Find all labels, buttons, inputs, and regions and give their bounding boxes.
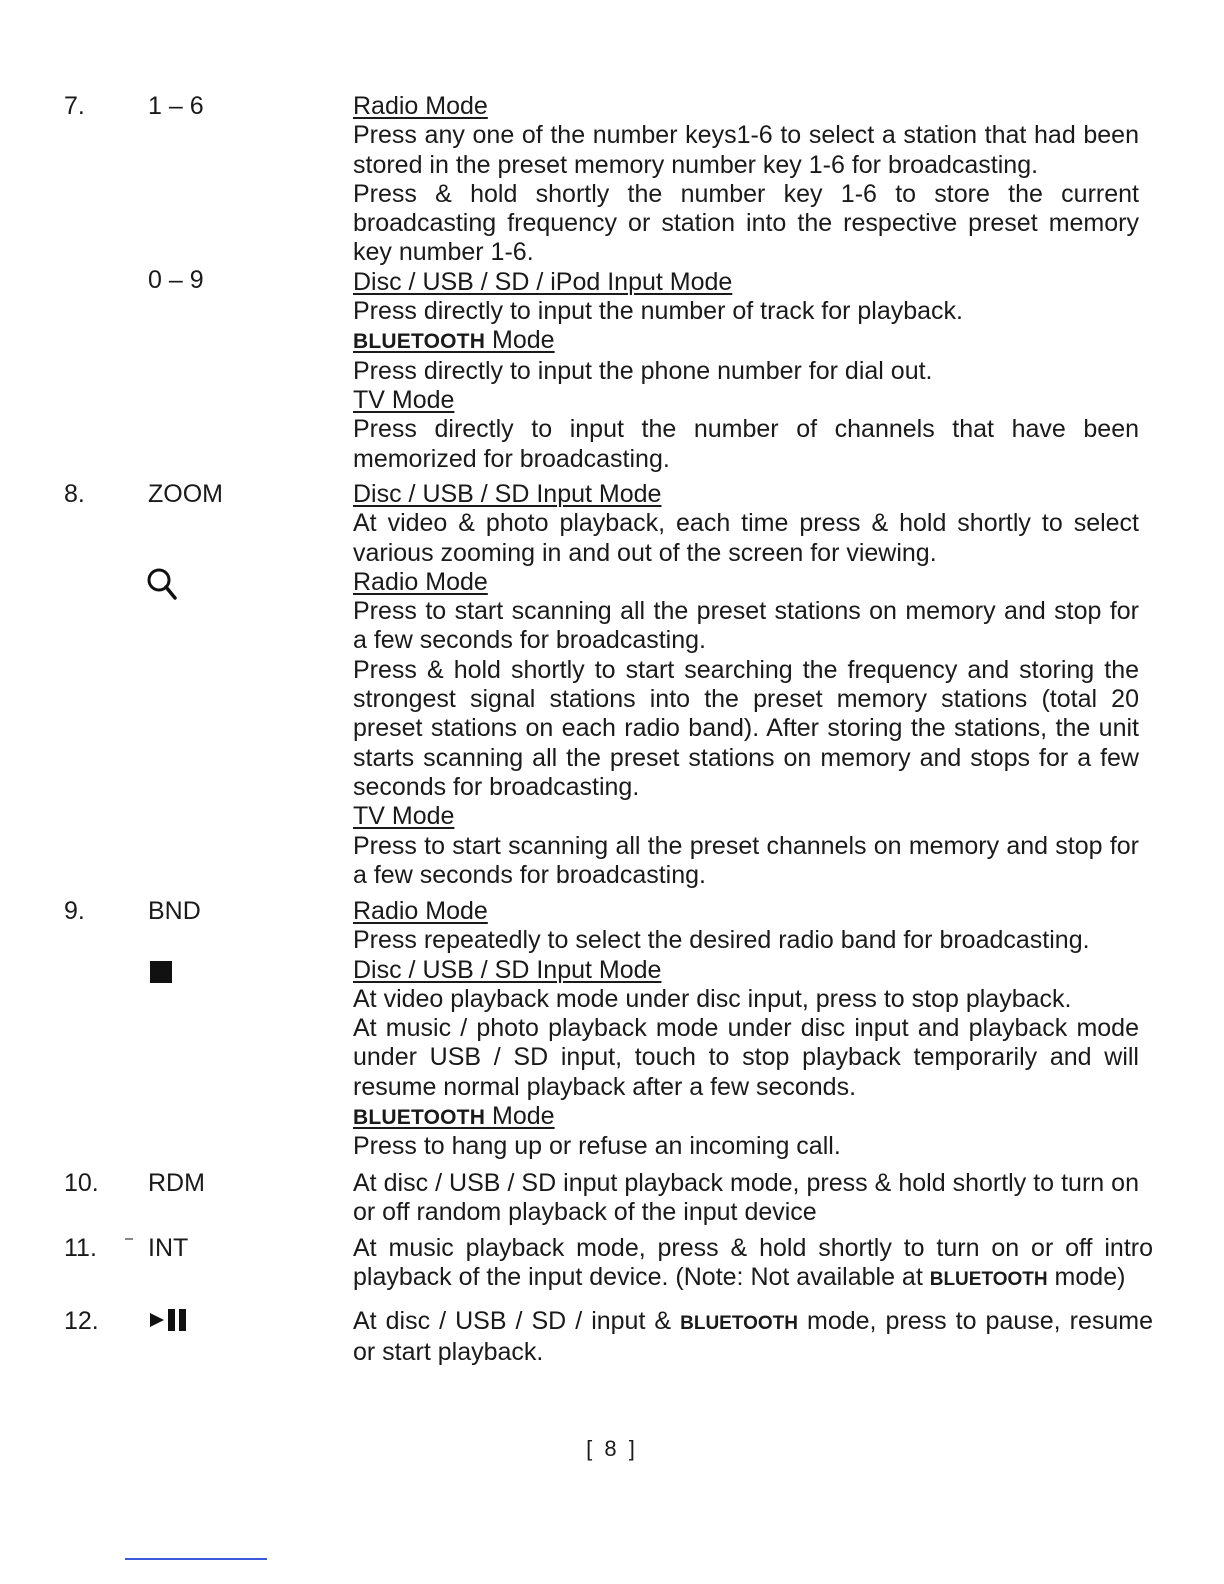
item-number: 9.: [64, 897, 85, 925]
paragraph: Press to hang up or refuse an incoming call.: [353, 1132, 841, 1161]
item-number: 7.: [64, 92, 85, 120]
paragraph: Press directly to input the phone number for dial out.: [353, 356, 933, 385]
paragraph: At music / photo playback mode under disc input and playback mode under USB / SD input, touch to stop playback temporarily and will resume normal playback after a few seconds.: [353, 1014, 1139, 1101]
magnifier-icon: [145, 566, 179, 607]
section-heading: Disc / USB / SD Input Mode: [353, 955, 662, 984]
section-heading: Disc / USB / SD / iPod Input Mode: [353, 267, 733, 296]
paragraph: Press any one of the number keys1-6 to select a station that had been stored in the preset memory number key 1-6 for broadcasting.: [353, 121, 1139, 179]
paragraph: Press directly to input the number of channels that have been memorized for broadcasting.: [353, 415, 1139, 473]
section-heading: Disc / USB / SD Input Mode: [353, 480, 662, 508]
item-number: 11.: [64, 1234, 97, 1262]
paragraph: At disc / USB / SD / input & BLUETOOTH mode, press to pause, resume or start playback.: [353, 1307, 1153, 1367]
section-heading: TV Mode: [353, 385, 455, 414]
paragraph: At video & photo playback, each time press & hold shortly to select various zooming in and out of the screen for viewing.: [353, 509, 1139, 567]
item-number: 10.: [64, 1169, 99, 1197]
item-description: [353, 1169, 1139, 1228]
footnote-rule: [125, 1558, 267, 1560]
section-heading: BLUETOOTH Mode: [353, 1102, 555, 1131]
section-heading: TV Mode: [353, 802, 455, 831]
key-label: RDM: [148, 1169, 205, 1197]
paragraph: Press directly to input the number of track for playback.: [353, 297, 963, 326]
item-description: [353, 92, 1139, 474]
key-label: 1 – 6: [148, 92, 204, 120]
item-description: [353, 1307, 1153, 1368]
stop-icon: [150, 961, 172, 983]
paragraph: Press repeatedly to select the desired radio band for broadcasting.: [353, 926, 1090, 955]
play-pause-icon: [150, 1307, 196, 1338]
section-heading: Radio Mode: [353, 567, 488, 596]
paragraph: At disc / USB / SD input playback mode, press & hold shortly to turn on or off random playback of the input device: [353, 1169, 1139, 1227]
key-label: 0 – 9: [148, 266, 204, 294]
section-heading: BLUETOOTH Mode: [353, 326, 555, 355]
key-label: INT: [148, 1234, 189, 1262]
item-description: [353, 480, 1139, 890]
item-number: 8.: [64, 480, 85, 508]
paragraph: At music playback mode, press & hold shortly to turn on or off intro playback of the input device. (Note: Not available at BLUETOOTH mode): [353, 1234, 1153, 1292]
item-description: [353, 1234, 1153, 1295]
item-description: [353, 897, 1139, 1162]
section-heading: Radio Mode: [353, 92, 488, 120]
key-label: BND: [148, 897, 201, 925]
scan-mark: [125, 1238, 133, 1240]
paragraph: Press & hold shortly to start searching the frequency and storing the strongest signal stations into the preset memory stations (total 20 preset stations on each radio band). After storing the stations, the unit starts scanning all the preset stations on memory and stops for a few seconds for broadcasting.: [353, 655, 1139, 801]
page-number: [ 8 ]: [586, 1436, 638, 1461]
paragraph: Press to start scanning all the preset stations on memory and stop for a few seconds for broadcasting.: [353, 597, 1139, 655]
paragraph: Press & hold shortly the number key 1-6 to store the current broadcasting frequency or station into the respective preset memory key number 1-6.: [353, 179, 1139, 267]
paragraph: Press to start scanning all the preset channels on memory and stop for a few seconds for broadcasting.: [353, 831, 1139, 889]
section-heading: Radio Mode: [353, 897, 488, 925]
key-label: ZOOM: [148, 480, 223, 508]
paragraph: At video playback mode under disc input, press to stop playback.: [353, 984, 1072, 1013]
item-number: 12.: [64, 1307, 99, 1335]
